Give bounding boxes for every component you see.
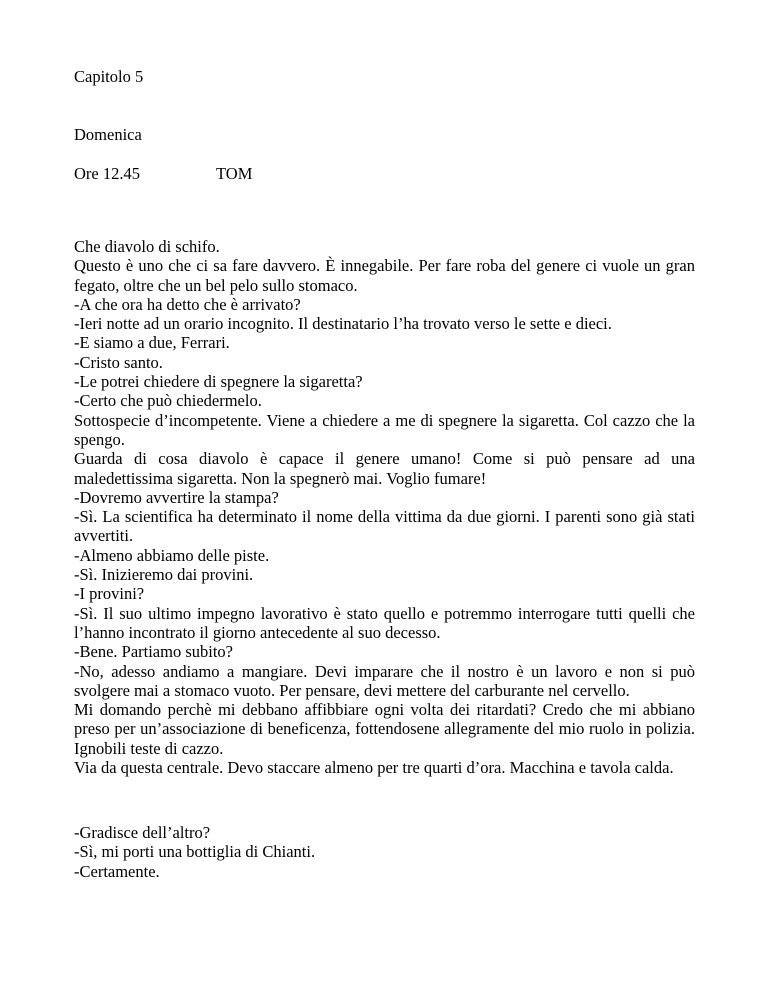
chapter-title: Capitolo 5	[74, 67, 144, 86]
paragraph: -Certamente.	[74, 861, 160, 881]
paragraph: -Dovremo avvertire la stampa?	[74, 487, 279, 507]
paragraph: -Sì, mi porti una bottiglia di Chianti.	[74, 842, 316, 862]
paragraph: Che diavolo di schifo.	[74, 237, 220, 256]
paragraph: Mi domando perchè mi debbano affibbiare ogni volta dei ritardati? Credo che mi abbiano preso per un’associazione di beneficenza, fottendosene allegramente del mio ruolo in polizia. Ignobili teste di cazzo.	[74, 700, 695, 758]
main-text-block	[74, 237, 695, 777]
paragraph: -E siamo a due, Ferrari.	[74, 333, 230, 353]
time-label: Ore 12.45	[74, 164, 140, 183]
paragraph: Guarda di cosa diavolo è capace il genere umano! Come si può pensare ad una maledettissima sigaretta. Non la spegnerò mai. Voglio fumare!	[74, 449, 695, 488]
paragraph: -Sì. La scientifica ha determinato il nome della vittima da due giorni. I parenti sono già stati avvertiti.	[74, 507, 695, 546]
paragraph: -Le potrei chiedere di spegnere la sigaretta?	[74, 372, 363, 392]
paragraph: Via da questa centrale. Devo staccare almeno per tre quarti d’ora. Macchina e tavola calda.	[74, 758, 674, 778]
paragraph: -Ieri notte ad un orario incognito. Il destinatario l’ha trovato verso le sette e dieci.	[74, 314, 612, 334]
paragraph: -Sì. Il suo ultimo impegno lavorativo è stato quello e potremmo interrogare tutti quelli che l’hanno incontrato il giorno antecedente al suo decesso.	[74, 603, 695, 642]
pov-character: TOM	[216, 164, 253, 183]
paragraph: -No, adesso andiamo a mangiare. Devi imparare che il nostro è un lavoro e non si può svolgere mai a stomaco vuoto. Per pensare, devi mettere del carburante nel cervello.	[74, 661, 695, 700]
paragraph: Sottospecie d’incompetente. Viene a chiedere a me di spegnere la sigaretta. Col cazzo che la spengo.	[74, 410, 695, 449]
paragraph: Questo è uno che ci sa fare davvero. È innegabile. Per fare roba del genere ci vuole un gran fegato, oltre che un bel pelo sullo stomaco.	[74, 256, 695, 295]
paragraph: -Cristo santo.	[74, 352, 163, 372]
dialogue-text-block	[74, 823, 695, 881]
paragraph: -Bene. Partiamo subito?	[74, 642, 234, 662]
day-label: Domenica	[74, 125, 142, 144]
paragraph: -Gradisce dell’altro?	[74, 823, 211, 842]
paragraph: -I provini?	[74, 584, 145, 604]
paragraph: -Sì. Inizieremo dai provini.	[74, 565, 254, 585]
paragraph: -A che ora ha detto che è arrivato?	[74, 294, 301, 314]
paragraph: -Certo che può chiedermelo.	[74, 391, 262, 411]
paragraph: -Almeno abbiamo delle piste.	[74, 545, 270, 565]
